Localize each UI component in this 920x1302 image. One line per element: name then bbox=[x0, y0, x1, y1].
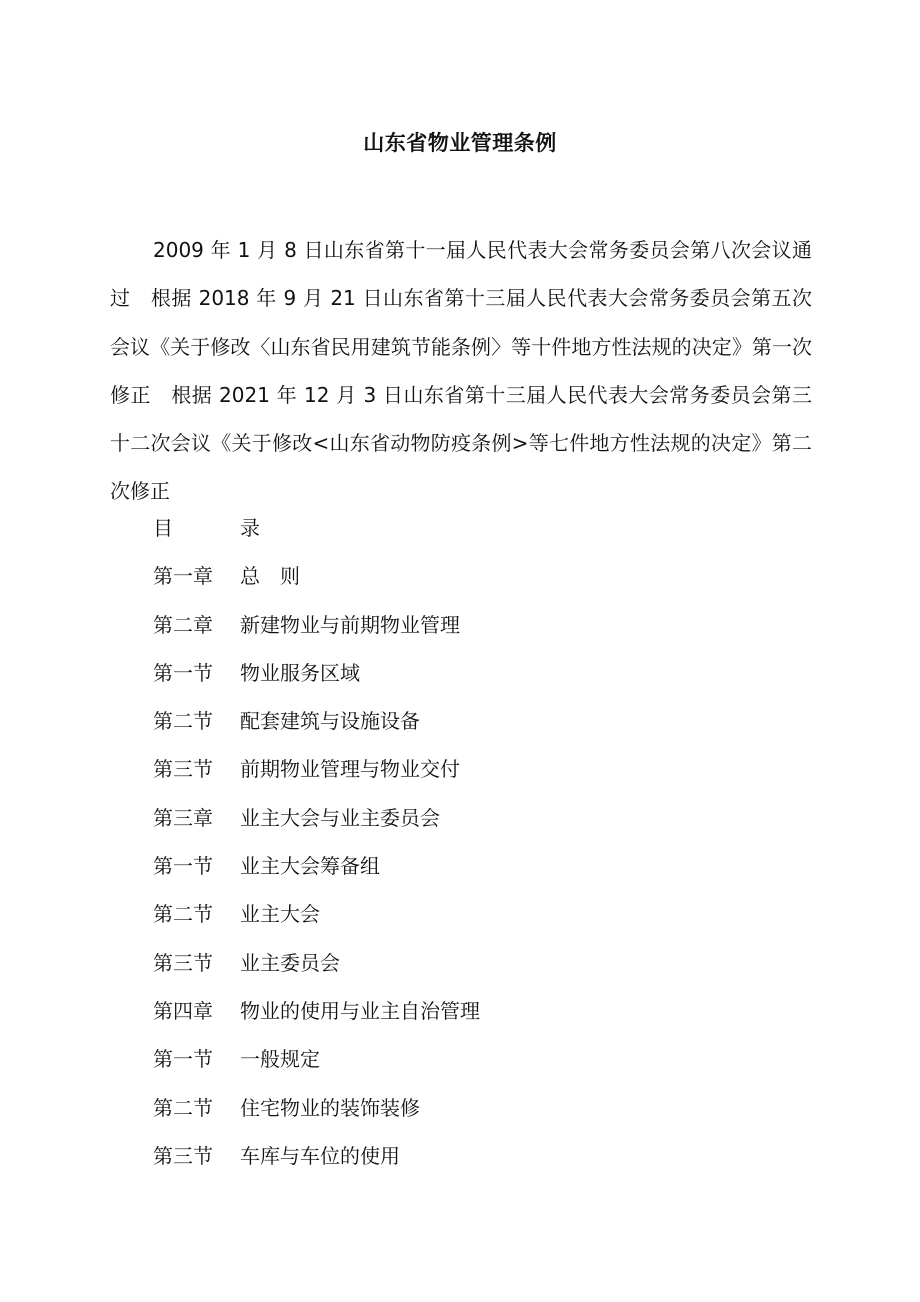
toc-entry-label: 第二节 bbox=[153, 1095, 213, 1120]
toc-entry-label: 第二节 bbox=[153, 709, 213, 734]
toc-entry-text: 配套建筑与设施设备 bbox=[240, 709, 420, 734]
toc-entry-text: 业主大会筹备组 bbox=[240, 854, 380, 879]
toc-entry bbox=[153, 706, 480, 754]
preamble-paragraph: 2009 年 1 月 8 日山东省第十一届人民代表大会常务委员会第八次会议通过 根据 2018 年 9 月 21 日山东省第十三届人民代表大会常务委员会第五次会议《关于修改〈山东省民用建筑节能条例〉等十件地方性法规的决定》第一次修正 根据 2021 年 12 月 3 日山东省第十三届人民代表大会常务委员会第三十二次会议《关于修改<山东省动物防疫条例>等七件地方性法规的决定》第二次修正 bbox=[110, 238, 812, 504]
toc-entry bbox=[153, 948, 480, 996]
toc-entry-label: 第一节 bbox=[153, 854, 213, 879]
toc-entry bbox=[153, 1093, 480, 1141]
table-of-contents bbox=[153, 513, 480, 1189]
toc-entry-label: 第三章 bbox=[153, 805, 213, 830]
toc-entry-label: 第一节 bbox=[153, 660, 213, 685]
toc-entry-text: 前期物业管理与物业交付 bbox=[240, 757, 460, 782]
toc-heading-right: 录 bbox=[240, 516, 260, 540]
toc-entry-label: 第二节 bbox=[153, 902, 213, 927]
toc-entry-label: 第四章 bbox=[153, 998, 213, 1023]
toc-entry-text: 物业服务区域 bbox=[240, 660, 360, 685]
toc-entry-text: 总 则 bbox=[240, 564, 300, 589]
toc-heading bbox=[153, 513, 480, 561]
toc-entry bbox=[153, 899, 480, 947]
toc-entry-text: 新建物业与前期物业管理 bbox=[240, 612, 460, 637]
toc-entry-label: 第一章 bbox=[153, 564, 213, 589]
toc-entry-label: 第三节 bbox=[153, 757, 213, 782]
toc-entry-text: 住宅物业的装饰装修 bbox=[240, 1095, 420, 1120]
toc-entry bbox=[153, 1141, 480, 1189]
toc-entry bbox=[153, 803, 480, 851]
toc-entry-label: 第三节 bbox=[153, 1143, 213, 1168]
toc-entry-label: 第三节 bbox=[153, 950, 213, 975]
toc-entry-label: 第一节 bbox=[153, 1047, 213, 1072]
toc-entry-text: 物业的使用与业主自治管理 bbox=[240, 998, 480, 1023]
toc-entry-text: 业主大会 bbox=[240, 902, 320, 927]
toc-heading-left: 目 bbox=[153, 516, 173, 540]
toc-entry-text: 业主大会与业主委员会 bbox=[240, 805, 440, 830]
toc-entry-text: 一般规定 bbox=[240, 1047, 320, 1072]
toc-entry bbox=[153, 754, 480, 802]
toc-entry-text: 车库与车位的使用 bbox=[240, 1143, 400, 1168]
toc-entry-text: 业主委员会 bbox=[240, 950, 340, 975]
document-title: 山东省物业管理条例 bbox=[363, 131, 557, 155]
toc-entry bbox=[153, 1044, 480, 1092]
toc-entry bbox=[153, 610, 480, 658]
toc-entry bbox=[153, 561, 480, 609]
toc-entry bbox=[153, 851, 480, 899]
toc-entry-label: 第二章 bbox=[153, 612, 213, 637]
toc-entry bbox=[153, 996, 480, 1044]
toc-entry bbox=[153, 658, 480, 706]
